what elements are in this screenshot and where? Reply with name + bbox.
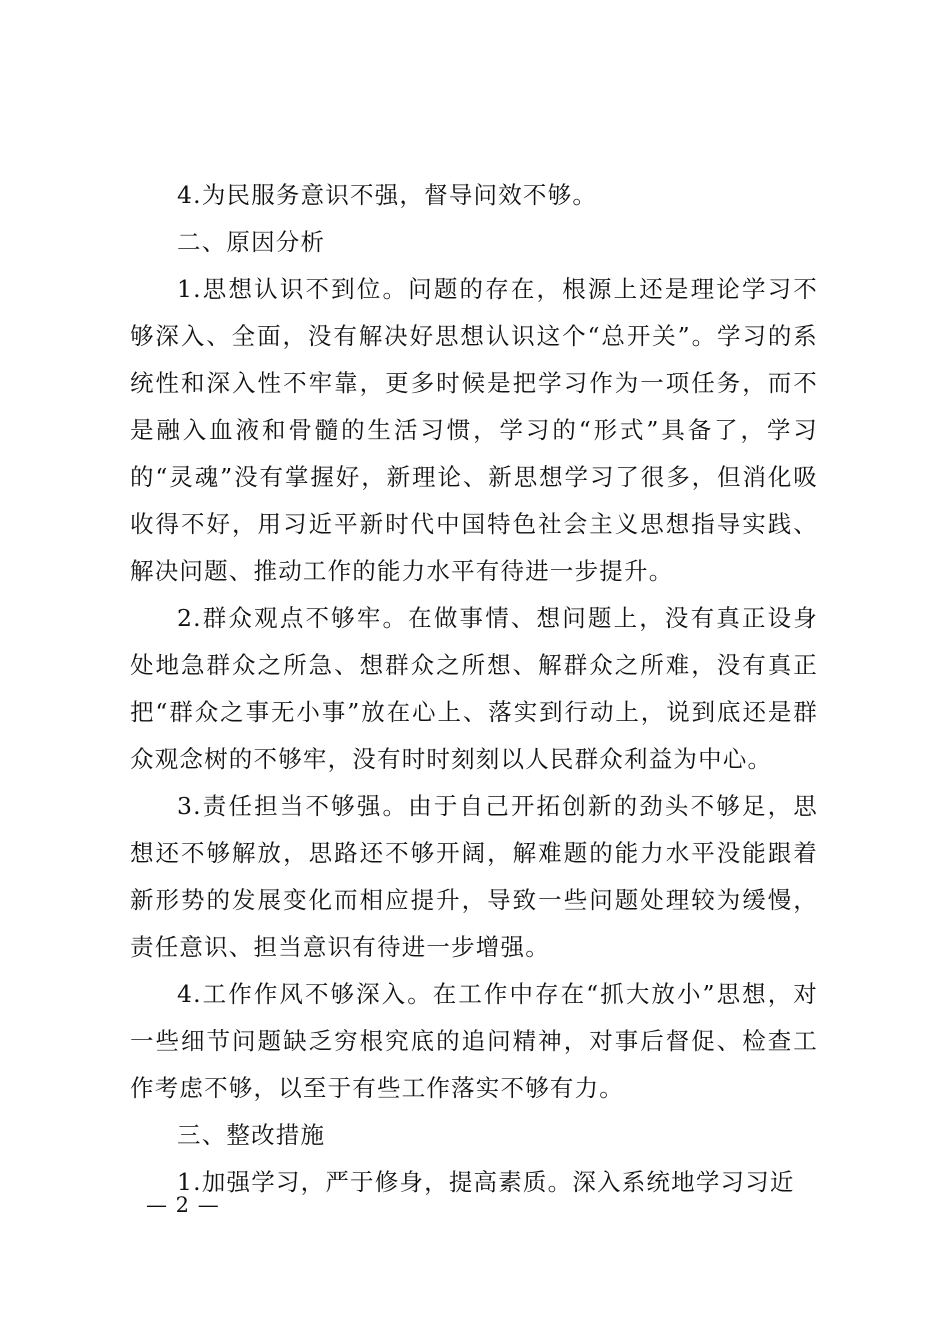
paragraph-cause-2: 2.群众观点不够牢。在做事情、想问题上，没有真正设身处地急群众之所急、想群众之所想、解群众之所难，没有真正把“群众之事无小事”放在心上、落实到行动上，说到底还是群众观念树的不够牢，没有时时刻刻以人民群众利益为中心。 xyxy=(130,604,818,773)
paragraph-measure-1: 1.加强学习，严于修身，提高素质。深入系统地学习习近 xyxy=(177,1168,795,1196)
section-heading-cause-analysis: 二、原因分析 xyxy=(177,228,326,256)
paragraph-item-4-service: 4.为民服务意识不强，督导问效不够。 xyxy=(177,181,598,209)
section-heading-rectification: 三、整改措施 xyxy=(177,1121,326,1149)
paragraph-cause-3: 3.责任担当不够强。由于自己开拓创新的劲头不够足，思想还不够解放，思路还不够开阔，解难题的能力水平没能跟着新形势的发展变化而相应提升，导致一些问题处理较为缓慢，责任意识、担当意识有待进一步增强。 xyxy=(130,792,818,961)
page-number: — 2 — xyxy=(146,1193,220,1217)
paragraph-cause-4: 4.工作作风不够深入。在工作中存在“抓大放小”思想，对一些细节问题缺乏穷根究底的追问精神，对事后督促、检查工作考虑不够，以至于有些工作落实不够有力。 xyxy=(130,980,818,1102)
paragraph-cause-1: 1.思想认识不到位。问题的存在，根源上还是理论学习不够深入、全面，没有解决好思想认识这个“总开关”。学习的系统性和深入性不牢靠，更多时候是把学习作为一项任务，而不是融入血液和骨髓的生活习惯，学习的“形式”具备了，学习的“灵魂”没有掌握好，新理论、新思想学习了很多，但消化吸收得不好，用习近平新时代中国特色社会主义思想指导实践、解决问题、推动工作的能力水平有待进一步提升。 xyxy=(130,275,818,585)
document-body xyxy=(130,172,818,1206)
